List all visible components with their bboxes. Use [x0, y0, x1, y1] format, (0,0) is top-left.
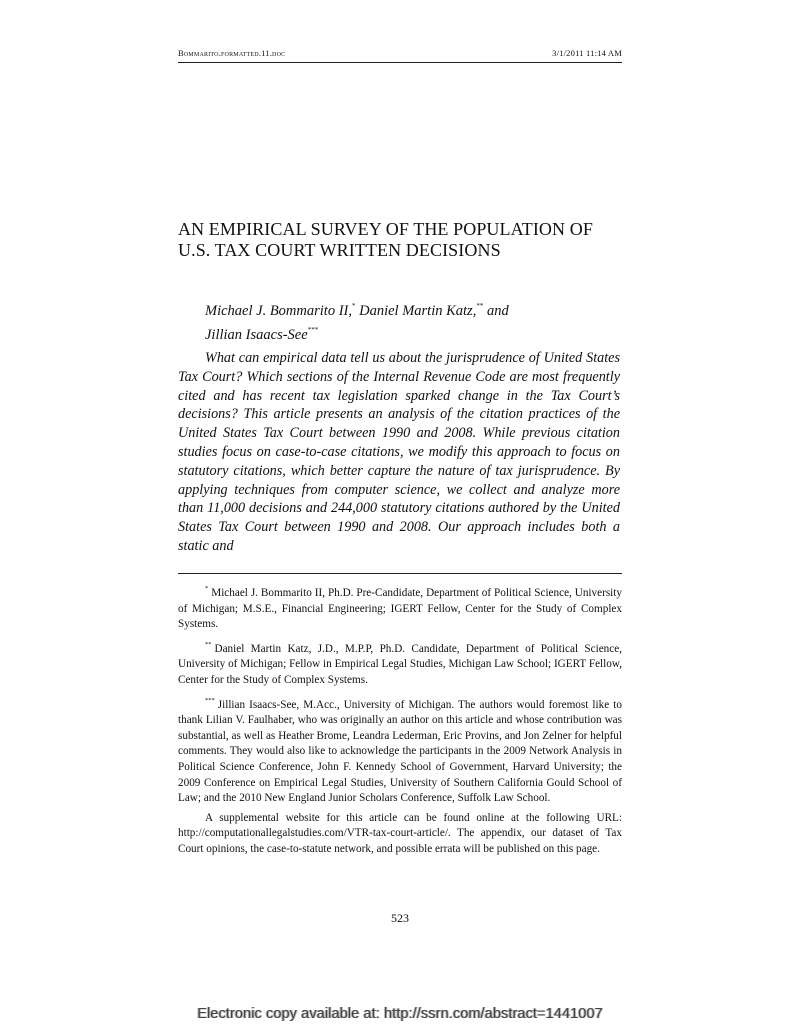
header-filename: Bommarito.formatted.11.doc [178, 48, 286, 58]
footnote-supplemental [178, 811, 622, 858]
author-isaacs-see: Jillian Isaacs-See [205, 327, 308, 343]
footnote-divider [178, 573, 622, 574]
header-timestamp: 3/1/2011 11:14 AM [552, 48, 622, 58]
footnote-3 [178, 693, 622, 807]
footnote-supplemental-text: A supplemental website for this article can be found online at the following URL: http://computationallegalstudies.com/VTR-tax-court-article/. The appendix, our dataset of Tax Court opinions, the case-to-statute network, and possible errata will be published on this page. [178, 811, 622, 855]
footnote-2-text: Daniel Martin Katz, J.D., M.P.P, Ph.D. Candidate, Department of Political Science, University of Michigan; Fellow in Empirical Legal Studies, Michigan Law School; IGERT Fellow, Center for the Study of Complex Systems. [178, 642, 622, 686]
article-title: AN EMPIRICAL SURVEY OF THE POPULATION OF U.S. TAX COURT WRITTEN DECISIONS [178, 219, 593, 260]
ssrn-footer-stamp: Electronic copy available at: http://ssrn.com/abstract=1441007 [197, 1006, 603, 1022]
footnote-1 [178, 581, 622, 633]
footnote-3-text: Jillian Isaacs-See, M.Acc., University of Michigan. The authors would foremost like to thank Lilian V. Faulhaber, who was originally an author on this article and whose contribution was substantial, as well as Heather Brome, Leandra Lederman, Eric Provins, and Jon Zelner for helpful comments. They would also like to acknowledge the participants in the 2009 Network Analysis in Political Science Conference, John F. Kennedy School of Government, Harvard University; the 2009 Conference on Empirical Legal Studies, University of Southern California Gould School of Law; and the 2010 New England Junior Scholars Conference, Suffolk Law School. [178, 698, 622, 805]
page-number: 523 [391, 911, 409, 925]
author-katz: Daniel Martin Katz, [355, 303, 477, 319]
abstract-paragraph: What can empirical data tell us about the jurisprudence of United States Tax Court? Which sections of the Internal Revenue Code are most frequently cited and has recent tax legislation sparked change in the Tax Court’s decisions? This article presents an analysis of the citation practices of the United States Tax Court between 1990 and 2008. While previous citation studies focus on case-to-case citations, we modify this approach to focus on statutory citations, which better capture the nature of tax jurisprudence. By applying techniques from computer science, we collect and analyze more than 11,000 decisions and 244,000 statutory citations authored by the United States Tax Court between 1990 and 2008. Our approach includes both a static and [178, 350, 620, 554]
footnote-1-text: Michael J. Bommarito II, Ph.D. Pre-Candidate, Department of Political Science, University of Michigan; M.S.E., Financial Engineering; IGERT Fellow, Center for the Study of Complex Systems. [178, 587, 622, 631]
footnotes [178, 581, 622, 862]
footnote-3-mark: *** [205, 696, 215, 704]
footnote-2-mark: ** [205, 640, 212, 648]
author-bommarito: Michael J. Bommarito II, [205, 303, 352, 319]
author-list [205, 297, 605, 345]
footnote-1-mark: * [205, 585, 209, 592]
footnote-mark-2: ** [476, 302, 484, 310]
running-header [178, 48, 622, 63]
author-conjunction: and [483, 303, 509, 319]
footnote-2 [178, 637, 622, 689]
footnote-mark-3: *** [307, 326, 319, 334]
footnote-mark-1: * [351, 302, 356, 310]
